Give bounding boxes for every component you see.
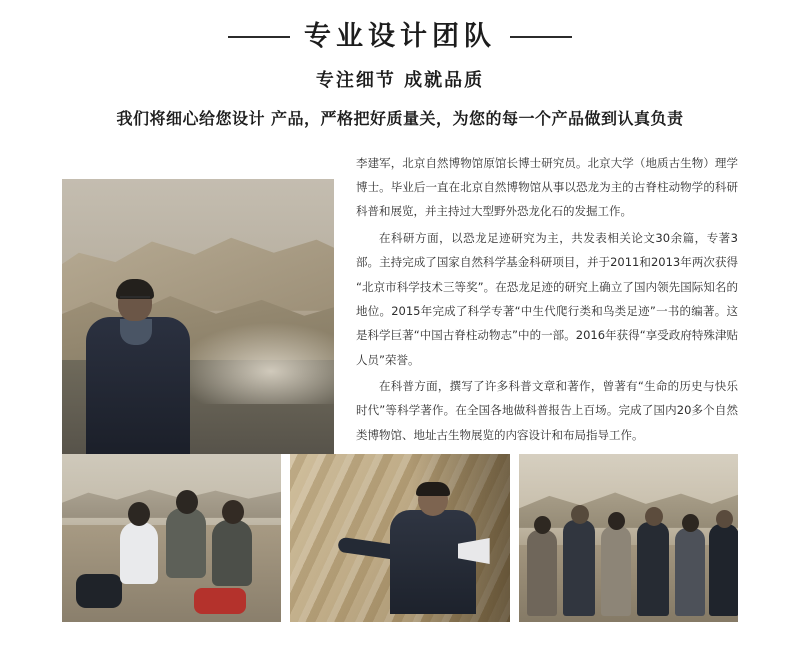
person-middle-body — [166, 508, 206, 578]
photo-strip — [62, 454, 738, 622]
rock-strata-megaphone-photo — [290, 454, 509, 622]
dust-haze — [176, 322, 334, 405]
bio-paragraph-2: 在科研方面，以恐龙足迹研究为主，共发表相关论文30余篇，专著3部。主持完成了国家自然科学基金科研项目，并于2011和2013年两次获得“北京市科学技术三等奖”。在恐龙足迹的研究上确立了国内领先国际知名的地位。2015年完成了科学专著“中生代爬行类和鸟类足迹”一书的编著。这是科学巨著“中国古脊柱动物志”中的一部。2016年获得“享受政府特殊津贴人员”荣誉。 — [356, 230, 738, 367]
page-subtitle: 专注细节 成就品质 — [315, 69, 485, 91]
person-middle-head — [176, 490, 198, 514]
bio-paragraph-1: 李建军，北京自然博物馆原馆长博士研究员。北京大学（地质古生物）理学博士。毕业后一直在北京自然博物馆从事以恐龙为主的古脊柱动物学的科研科普和展览，并主持过大型野外恐龙化石的发掘工作。 — [356, 155, 738, 219]
person-collar — [120, 319, 152, 345]
group-person-1-head — [534, 516, 551, 534]
person-body — [390, 510, 476, 614]
ridge-background — [519, 471, 738, 528]
group-person-5-body — [675, 528, 705, 616]
group-person-6-body — [709, 524, 738, 616]
title-row — [0, 22, 800, 52]
glasses-icon — [120, 296, 150, 306]
group-person-3-head — [608, 512, 625, 530]
group-person-2-body — [563, 520, 595, 616]
backpack-black — [76, 574, 122, 608]
group-on-site-photo — [519, 454, 738, 622]
group-person-6-head — [716, 510, 733, 528]
person-white-jacket-head — [128, 502, 150, 526]
group-person-2-head — [571, 505, 589, 524]
portrait-photo-lijianjun-at-badlands — [62, 179, 334, 454]
person-white-jacket-body — [120, 522, 158, 584]
field-team-crouching-photo — [62, 454, 281, 622]
page-lead-text: 我们将细心给您设计 产品，严格把好质量关，为您的每一个产品做到认真负责 — [116, 108, 684, 128]
biography-text — [356, 151, 738, 450]
group-person-4-body — [637, 522, 669, 616]
person-right-head — [222, 500, 244, 524]
content-area — [0, 151, 800, 454]
person-hair — [416, 482, 450, 496]
person-right-body — [212, 520, 252, 586]
backpack-red — [194, 588, 246, 614]
page-header — [0, 0, 800, 129]
title-rule-right — [510, 36, 572, 38]
bio-paragraph-3: 在科普方面，撰写了许多科普文章和著作，曾著有“生命的历史与快乐时代”等科学著作。在全国各地做科普报告上百场。完成了国内20多个自然类博物馆、地址古生物展览的内容设计和布局指导工作。 — [356, 379, 738, 442]
group-person-5-head — [682, 514, 699, 532]
group-person-4-head — [645, 507, 663, 526]
group-person-3-body — [601, 526, 631, 616]
group-person-1-body — [527, 530, 557, 616]
title-rule-left — [228, 36, 290, 38]
page-title: 专业设计团队 — [304, 21, 496, 52]
